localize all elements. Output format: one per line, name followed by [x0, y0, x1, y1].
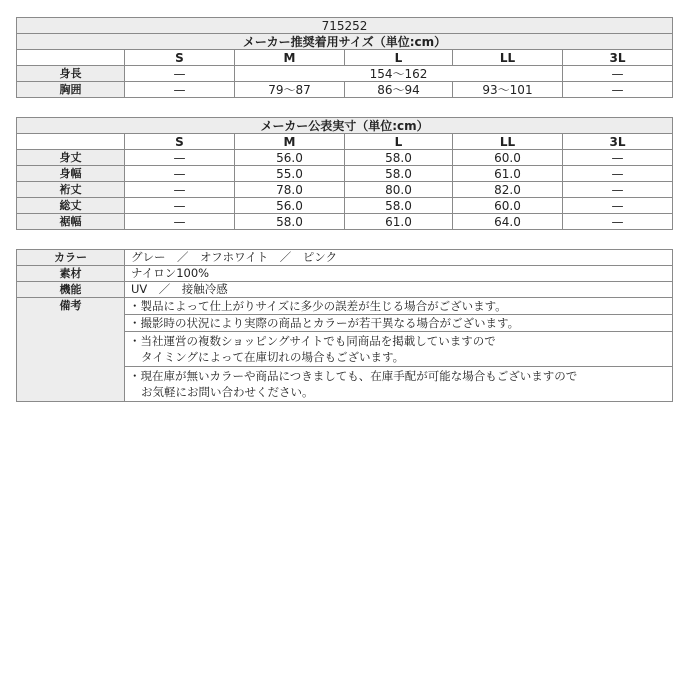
product-info-table	[16, 249, 673, 402]
chest-value: —	[563, 82, 673, 98]
note-item	[125, 332, 673, 367]
measure-value: 60.0	[453, 198, 563, 214]
table-row	[17, 198, 673, 214]
note-line: お気軽にお問い合わせください。	[141, 385, 314, 399]
measure-value: 78.0	[235, 182, 345, 198]
note-line: ・撮影時の状況により実際の商品とカラーが若干異なる場合がございます。	[125, 315, 673, 332]
actual-table-title: メーカー公表実寸（単位:cm）	[17, 118, 673, 134]
size-header: S	[125, 50, 235, 66]
material-label: 素材	[17, 266, 125, 282]
measure-value: —	[563, 214, 673, 230]
table-row	[17, 150, 673, 166]
size-header: L	[345, 50, 453, 66]
measure-value: 80.0	[345, 182, 453, 198]
chest-value: 79～87	[235, 82, 345, 98]
height-value: —	[125, 66, 235, 82]
color-label: カラー	[17, 250, 125, 266]
measure-value: —	[125, 166, 235, 182]
measure-label: 裄丈	[17, 182, 125, 198]
height-label: 身長	[17, 66, 125, 82]
measure-value: —	[125, 214, 235, 230]
measure-value: —	[563, 198, 673, 214]
size-header: LL	[453, 50, 563, 66]
note-line: ・当社運営の複数ショッピングサイトでも同商品を掲載していますので	[129, 334, 496, 348]
measure-value: 58.0	[345, 198, 453, 214]
size-header: L	[345, 134, 453, 150]
measure-value: 56.0	[235, 150, 345, 166]
header-blank	[17, 50, 125, 66]
header-blank	[17, 134, 125, 150]
table-row	[17, 166, 673, 182]
measure-value: 61.0	[453, 166, 563, 182]
measure-value: 82.0	[453, 182, 563, 198]
measure-value: 56.0	[235, 198, 345, 214]
measure-label: 総丈	[17, 198, 125, 214]
note-item	[125, 367, 673, 402]
chest-label: 胸囲	[17, 82, 125, 98]
product-code: 715252	[17, 18, 673, 34]
measure-label: 裾幅	[17, 214, 125, 230]
recommended-size-table	[16, 17, 673, 98]
recommended-table-title: メーカー推奨着用サイズ（単位:cm）	[17, 34, 673, 50]
note-line: タイミングによって在庫切れの場合もございます。	[141, 350, 405, 364]
function-value: UV ／ 接触冷感	[125, 282, 673, 298]
measure-value: —	[125, 198, 235, 214]
measure-value: 61.0	[345, 214, 453, 230]
note-line: ・製品によって仕上がりサイズに多少の誤差が生じる場合がございます。	[125, 298, 673, 315]
size-header: LL	[453, 134, 563, 150]
measure-value: —	[563, 166, 673, 182]
measure-value: 55.0	[235, 166, 345, 182]
notes-label: 備考	[17, 298, 125, 402]
measure-value: 58.0	[235, 214, 345, 230]
size-header: 3L	[563, 50, 673, 66]
measure-value: 60.0	[453, 150, 563, 166]
table-row	[17, 182, 673, 198]
note-line: ・現在庫が無いカラーや商品につきましても、在庫手配が可能な場合もございますので	[129, 369, 578, 383]
size-header: M	[235, 134, 345, 150]
chest-value: 93～101	[453, 82, 563, 98]
chest-value: —	[125, 82, 235, 98]
size-header: 3L	[563, 134, 673, 150]
function-label: 機能	[17, 282, 125, 298]
height-value: —	[563, 66, 673, 82]
measure-value: 58.0	[345, 150, 453, 166]
height-range: 154～162	[235, 66, 563, 82]
measure-value: —	[125, 182, 235, 198]
chest-value: 86～94	[345, 82, 453, 98]
size-header: M	[235, 50, 345, 66]
measure-value: —	[563, 150, 673, 166]
measure-value: —	[125, 150, 235, 166]
measure-value: —	[563, 182, 673, 198]
measure-value: 64.0	[453, 214, 563, 230]
material-value: ナイロン100%	[125, 266, 673, 282]
table-row	[17, 214, 673, 230]
size-header: S	[125, 134, 235, 150]
color-value: グレー ／ オフホワイト ／ ピンク	[125, 250, 673, 266]
measure-label: 身丈	[17, 150, 125, 166]
measure-label: 身幅	[17, 166, 125, 182]
actual-size-table	[16, 117, 673, 230]
measure-value: 58.0	[345, 166, 453, 182]
